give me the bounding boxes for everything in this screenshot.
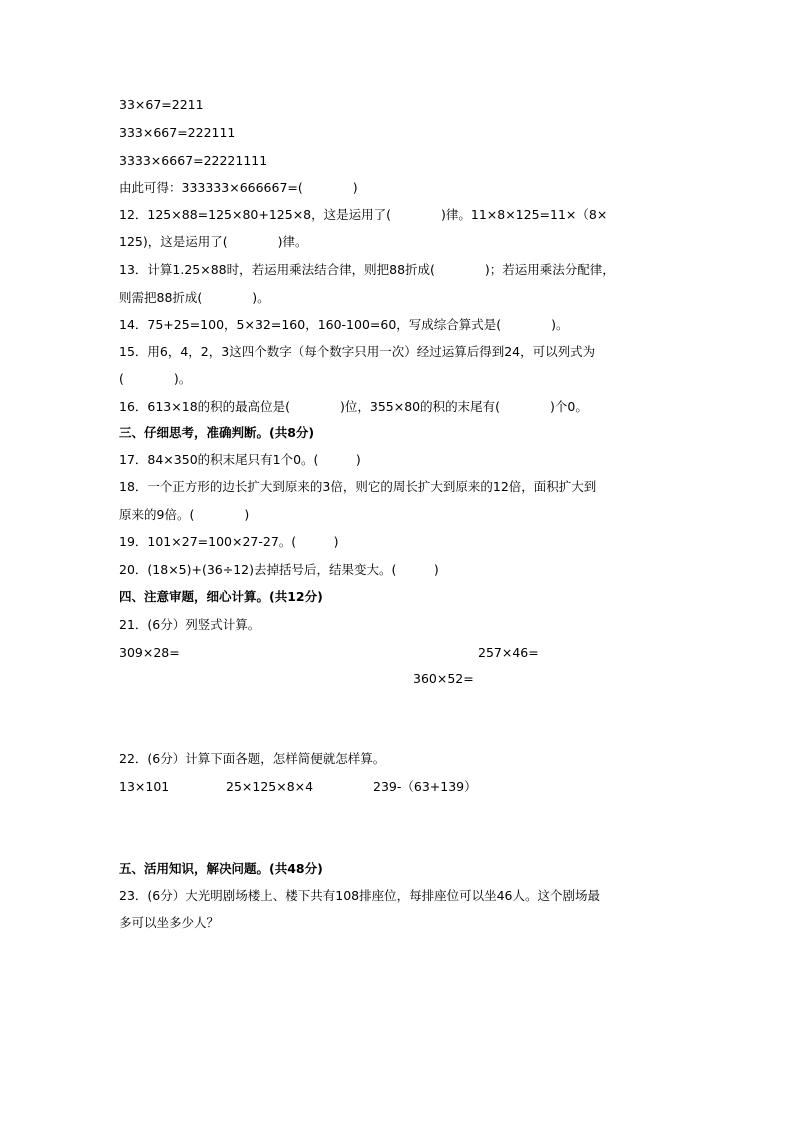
question-17: 17．84×350的积末尾只有1个0。( ) <box>119 452 361 467</box>
pattern-line-1: 33×67=2211 <box>119 97 204 112</box>
question-13-line-1: 13．计算1.25×88时，若运用乘法结合律，则把88折成( )；若运用乘法分配律， <box>119 262 615 277</box>
question-15-line-1: 15．用6，4，2，3这四个数字（每个数字只用一次）经过运算后得到24，可以列式为 <box>119 344 596 359</box>
question-18-line-1: 18．一个正方形的边长扩大到原来的3倍，则它的周长扩大到原来的12倍，面积扩大到 <box>119 479 597 494</box>
pattern-line-3: 3333×6667=22221111 <box>119 153 268 168</box>
q22-expression-1: 13×101 <box>119 779 170 794</box>
question-15-line-2: ( )。 <box>119 371 192 386</box>
pattern-conclusion: 由此可得：333333×666667=( ) <box>119 180 358 195</box>
q22-expression-3: 239-（63+139） <box>373 779 477 794</box>
section-5-heading: 五、活用知识，解决问题。(共48分) <box>119 861 323 876</box>
question-14: 14．75+25=100，5×32=160，160-100=60，写成综合算式是( )。 <box>119 317 569 332</box>
q21-expression-1: 309×28= <box>119 645 180 660</box>
question-12-line-1: 12．125×88=125×80+125×8，这是运用了( )律。11×8×125=11×（8× <box>119 207 608 222</box>
pattern-line-2: 333×667=222111 <box>119 125 236 140</box>
question-13-line-2: 则需把88折成( )。 <box>119 290 270 305</box>
q22-expression-2: 25×125×8×4 <box>226 779 314 794</box>
question-22: 22．(6分）计算下面各题，怎样简便就怎样算。 <box>119 751 386 766</box>
question-21: 21．(6分）列竖式计算。 <box>119 617 261 632</box>
section-4-heading: 四、注意审题，细心计算。(共12分) <box>119 589 323 604</box>
question-23-line-1: 23．(6分）大光明剧场楼上、楼下共有108排座位，每排座位可以坐46人。这个剧场最 <box>119 888 601 903</box>
question-20: 20．(18×5)+(36÷12)去掉括号后，结果变大。( ) <box>119 562 439 577</box>
question-23-line-2: 多可以坐多少人？ <box>119 915 220 930</box>
question-19: 19．101×27=100×27-27。( ) <box>119 534 339 549</box>
section-3-heading: 三、仔细思考，准确判断。(共8分) <box>119 425 315 440</box>
q21-expression-3: 360×52= <box>413 671 474 686</box>
question-18-line-2: 原来的9倍。( ) <box>119 507 250 522</box>
q21-expression-2: 257×46= <box>478 645 539 660</box>
question-16: 16．613×18的积的最高位是( )位，355×80的积的末尾有( )个0。 <box>119 399 588 414</box>
question-12-line-2: 125)，这是运用了( )律。 <box>119 234 308 249</box>
